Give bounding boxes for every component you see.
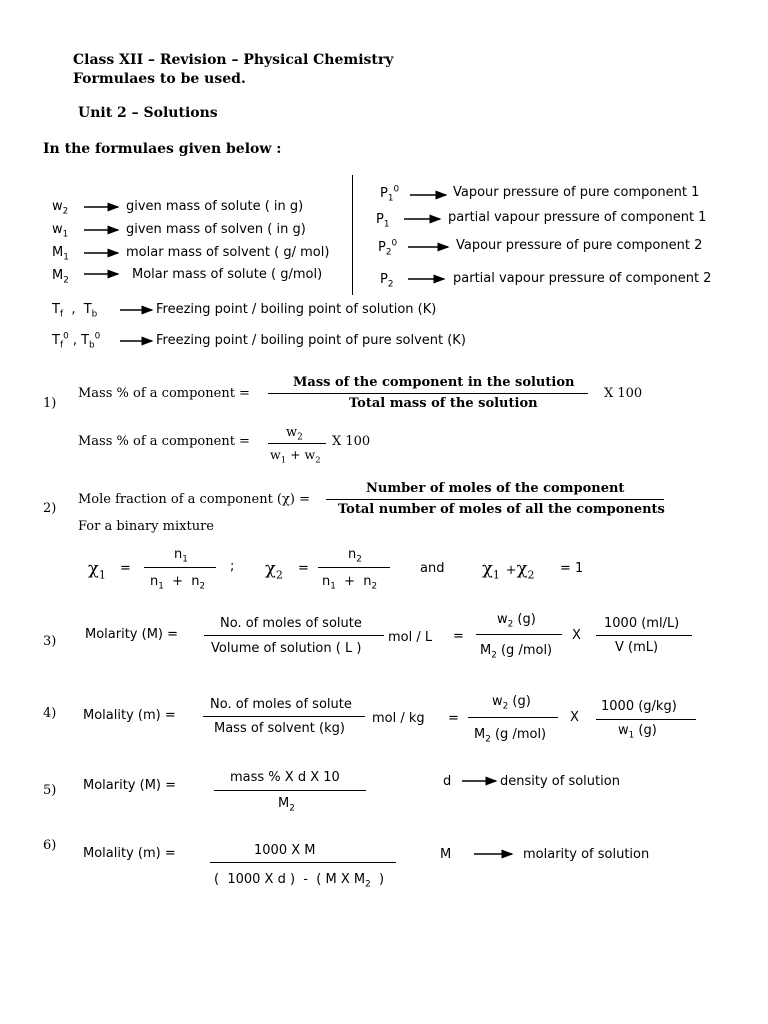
legend-desc: Vapour pressure of pure component 1	[453, 185, 700, 200]
arrow-icon	[82, 224, 122, 236]
legend-desc: given mass of solven ( in g)	[126, 222, 306, 237]
denominator: $M_2$ (g /mol)	[474, 727, 547, 745]
fraction-bar	[144, 567, 216, 568]
binary-note: For a binary mixture	[78, 519, 214, 534]
multiplier: X 100	[604, 386, 643, 401]
numerator: $n_1$	[174, 547, 188, 565]
chi-sum: $\chi_1 +\chi_2$	[482, 558, 535, 582]
legend-desc: given mass of solute ( in g)	[126, 199, 304, 214]
formula-lhs: Molality (m) =	[83, 708, 176, 723]
arrow-icon	[406, 273, 448, 285]
denominator: $w_1$ (g)	[618, 723, 657, 741]
legend-symbol: $T_f^0$ , $T_b^0$	[52, 331, 101, 351]
equals: =	[453, 629, 464, 644]
arrow-icon	[460, 775, 500, 787]
denominator: Total number of moles of all the components	[338, 502, 665, 517]
chi-1: $\chi_1$	[88, 558, 106, 582]
denominator: Mass of solvent (kg)	[214, 721, 345, 736]
legend-symbol: $P_2^0$	[378, 238, 398, 258]
unit: mol / L	[388, 630, 433, 645]
chi-2: $\chi_2$	[265, 558, 283, 582]
equals: =	[120, 561, 131, 576]
fraction-bar	[318, 567, 390, 568]
legend-desc: molarity of solution	[523, 847, 650, 862]
numerator: Number of moles of the component	[366, 481, 625, 496]
equals: =	[298, 561, 309, 576]
legend-symbol: $T_f$ , $T_b$	[52, 302, 98, 320]
denominator: $w_1 + w_2$	[270, 447, 321, 466]
fraction-bar	[210, 862, 396, 863]
legend-symbol: $w_2$	[52, 199, 69, 217]
page-title: Class XII – Revision – Physical Chemistry	[73, 52, 394, 68]
legend-symbol: $P_2$	[380, 272, 394, 290]
sum-value: = 1	[560, 561, 584, 576]
numerator: $w_2$ (g)	[497, 612, 536, 630]
legend-desc: density of solution	[500, 774, 620, 789]
legend-symbol: $P_1^0$	[380, 184, 400, 204]
page-subtitle: Formulaes to be used.	[73, 71, 246, 87]
arrow-icon	[408, 189, 450, 201]
equals: =	[448, 711, 459, 726]
legend-desc: Vapour pressure of pure component 2	[456, 238, 703, 253]
numerator: 1000 (ml/L)	[604, 616, 680, 631]
fraction-bar	[204, 635, 384, 636]
fraction-bar	[476, 634, 562, 635]
arrow-icon	[82, 201, 122, 213]
legend-symbol: $M_2$	[52, 268, 69, 286]
arrow-icon	[118, 304, 156, 316]
legend-desc: Freezing point / boiling point of solution (K)	[156, 302, 437, 317]
formula-lhs: Mole fraction of a component (χ) =	[78, 492, 310, 507]
arrow-icon	[82, 247, 122, 259]
legend-desc: molar mass of solvent ( g/ mol)	[126, 245, 330, 260]
arrow-icon	[472, 848, 516, 860]
symbol-M: M	[440, 847, 452, 862]
fraction-bar	[326, 499, 664, 500]
numerator: $w_2$ (g)	[492, 694, 531, 712]
arrow-icon	[406, 241, 452, 253]
formula-lhs: Molarity (M) =	[85, 627, 179, 642]
fraction-bar	[468, 717, 558, 718]
formula-number: 6)	[43, 838, 57, 853]
arrow-icon	[82, 268, 122, 280]
formula-number: 2)	[43, 501, 57, 516]
formula-lhs: Mass % of a component =	[78, 434, 250, 449]
denominator: $M_2$ (g /mol)	[480, 643, 553, 661]
numerator: $w_2$	[286, 425, 303, 443]
numerator: $n_2$	[348, 547, 362, 565]
denominator: ( 1000 X d ) - ( M X $M_2$ )	[214, 872, 385, 890]
numerator: 1000 (g/kg)	[601, 699, 677, 714]
and-text: and	[420, 561, 445, 576]
legend-symbol: $w_1$	[52, 222, 69, 240]
fraction-bar	[268, 393, 588, 394]
intro-text: In the formulaes given below :	[43, 141, 282, 157]
arrow-icon	[118, 335, 156, 347]
numerator: 1000 X M	[254, 843, 316, 858]
symbol-d: d	[443, 774, 452, 789]
legend-symbol: $M_1$	[52, 245, 69, 263]
multiplier: X 100	[332, 434, 371, 449]
times: X	[572, 628, 581, 643]
formula-number: 1)	[43, 396, 57, 411]
fraction-bar	[203, 716, 365, 717]
separator: ;	[230, 559, 235, 574]
denominator: V (mL)	[615, 640, 659, 655]
legend-desc: Freezing point / boiling point of pure solvent (K)	[156, 333, 466, 348]
fraction-bar	[214, 790, 366, 791]
fraction-bar	[596, 719, 696, 720]
legend-desc: Molar mass of solute ( g/mol)	[132, 267, 323, 282]
denominator: $n_1 + n_2$	[150, 574, 206, 592]
numerator: No. of moles of solute	[220, 616, 362, 631]
divider	[352, 175, 353, 295]
denominator: $n_1 + n_2$	[322, 574, 378, 592]
denominator: Total mass of the solution	[349, 396, 538, 411]
legend-symbol: $P_1$	[376, 212, 390, 230]
times: X	[570, 710, 579, 725]
formula-lhs: Mass % of a component =	[78, 386, 250, 401]
formula-number: 3)	[43, 634, 57, 649]
formula-lhs: Molarity (M) =	[83, 778, 177, 793]
denominator: Volume of solution ( L )	[211, 641, 362, 656]
legend-desc: partial vapour pressure of component 1	[448, 210, 707, 225]
denominator: $M_2$	[278, 796, 295, 814]
formula-number: 4)	[43, 706, 57, 721]
fraction-bar	[268, 443, 326, 444]
fraction-bar	[596, 635, 692, 636]
numerator: mass % X d X 10	[230, 770, 340, 785]
numerator: Mass of the component in the solution	[293, 375, 575, 390]
unit-heading: Unit 2 – Solutions	[78, 105, 218, 121]
numerator: No. of moles of solute	[210, 697, 352, 712]
formula-lhs: Molality (m) =	[83, 846, 176, 861]
unit: mol / kg	[372, 711, 425, 726]
legend-desc: partial vapour pressure of component 2	[453, 271, 712, 286]
arrow-icon	[402, 213, 444, 225]
formula-number: 5)	[43, 783, 57, 798]
